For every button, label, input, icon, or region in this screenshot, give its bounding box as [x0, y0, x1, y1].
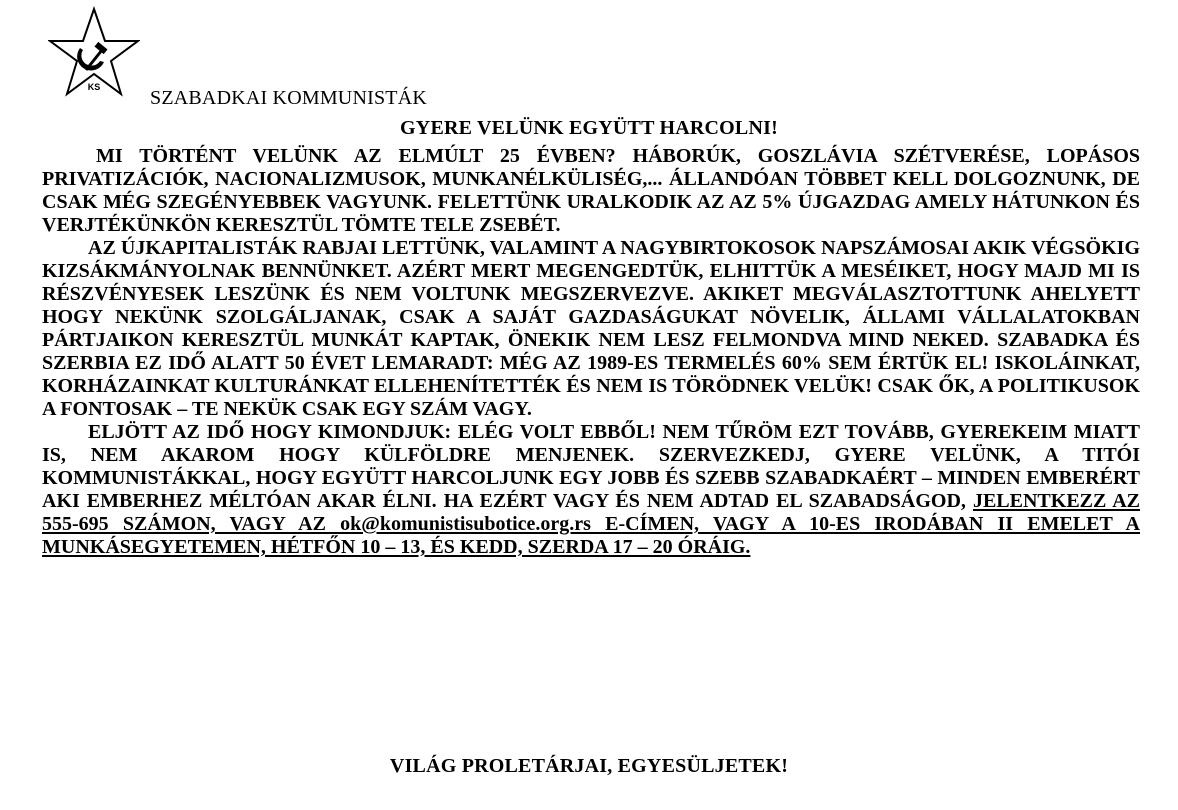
slogan: VILÁG PROLETÁRJAI, EGYESÜLJETEK! — [389, 755, 789, 777]
paragraph-3 — [42, 421, 1140, 559]
contact-info: JELENTKEZZ AZ 555-695 SZÁMON, VAGY AZ ok@komunistisubotice.org.rs E-CÍMEN, VAGY A 10-ES IRODÁBAN II EMELET A MUNKÁSEGYETEMEN, HÉTFŐN 10 – 13, ÉS KEDD, SZERDA 17 – 20 ÓRÁIG. — [42, 490, 1141, 558]
logo-text: KS — [87, 82, 101, 92]
paragraph-3-text: ELJÖTT AZ IDŐ HOGY KIMONDJUK: ELÉG VOLT EBBŐL! NEM TŰRÖM EZT TOVÁBB, GYEREKEIM MIATT IS, NEM AKAROM HOGY KÜLFÖLDRE MENJENEK. SZERVEZKEDJ, GYERE VELÜNK, A TITÓI KOMMUNISTÁKKAL, HOGY EGYÜTT HARCOLJUNK EGY JOBB ÉS SZEBB SZABADKAÉRT – MINDEN EMBERÉRT AKI EMBERHEZ MÉLTÓAN AKAR ÉLNI. HA EZÉRT VAGY ÉS NEM ADTAD EL SZABADSÁGOD, — [42, 421, 1140, 512]
star-hammer-sickle-icon — [48, 6, 140, 100]
paragraph-1: MI TÖRTÉNT VELÜNK AZ ELMÚLT 25 ÉVBEN? HÁBORÚK, GOSZLÁVIA SZÉTVERÉSE, LOPÁSOS PRIVATIZÁCIÓK, NACIONALIZMUSOK, MUNKANÉLKÜLISÉG,... ÁLLANDÓAN TÖBBET KELL DOLGOZNUNK, DE CSAK MÉG SZEGÉNYEBBEK VAGYUNK. FELETTÜNK URALKODIK AZ AZ 5% ÚJGAZDAG AMELY HÁTUNKON ÉS VERJTÉKÜNKÖN KERESZTÜL TÖMTE TELE ZSEBÉT. — [42, 145, 1140, 236]
body-text — [42, 145, 1140, 559]
paragraph-2: AZ ÚJKAPITALISTÁK RABJAI LETTÜNK, VALAMINT A NAGYBIRTOKOSOK NAPSZÁMOSAI AKIK VÉGSÖKIG KIZSÁKMÁNYOLNAK BENNÜNKET. AZÉRT MERT MEGENGEDTÜK, ELHITTÜK A MESÉIKET, HOGY MAJD MI IS RÉSZVÉNYESEK LESZÜNK ÉS NEM VOLTUNK MEGSZERVEZVE. AKIKET MEGVÁLASZTOTTUNK AHELYETT HOGY NEKÜNK SZOLGÁLJANAK, CSAK A SAJÁT GAZDASÁGUKAT NÖVELIK, ÁLLAMI VÁLLALATOKBAN PÁRTJAIKON KERESZTÜL MUNKÁT KAPTAK, ÖNEKIK NEM LESZ FELMONDVA MIND NEKED. SZABADKA ÉS SZERBIA EZ IDŐ ALATT 50 ÉVET LEMARADT: MÉG AZ 1989-ES TERMELÉS 60% SEM ÉRTÜK EL! ISKOLÁINKAT, KORHÁZAINKAT KULTURÁNKAT ELLEHENÍTETTÉK ÉS NEM IS TÖRÖDNEK VELÜK! CSAK ŐK, A POLITIKUSOK A FONTOSAK – TE NEKÜK CSAK EGY SZÁM VAGY. — [42, 237, 1140, 420]
organization-name: SZABADKAI KOMMUNISTÁK — [150, 87, 427, 109]
headline: GYERE VELÜNK EGYÜTT HARCOLNI! — [400, 117, 778, 139]
